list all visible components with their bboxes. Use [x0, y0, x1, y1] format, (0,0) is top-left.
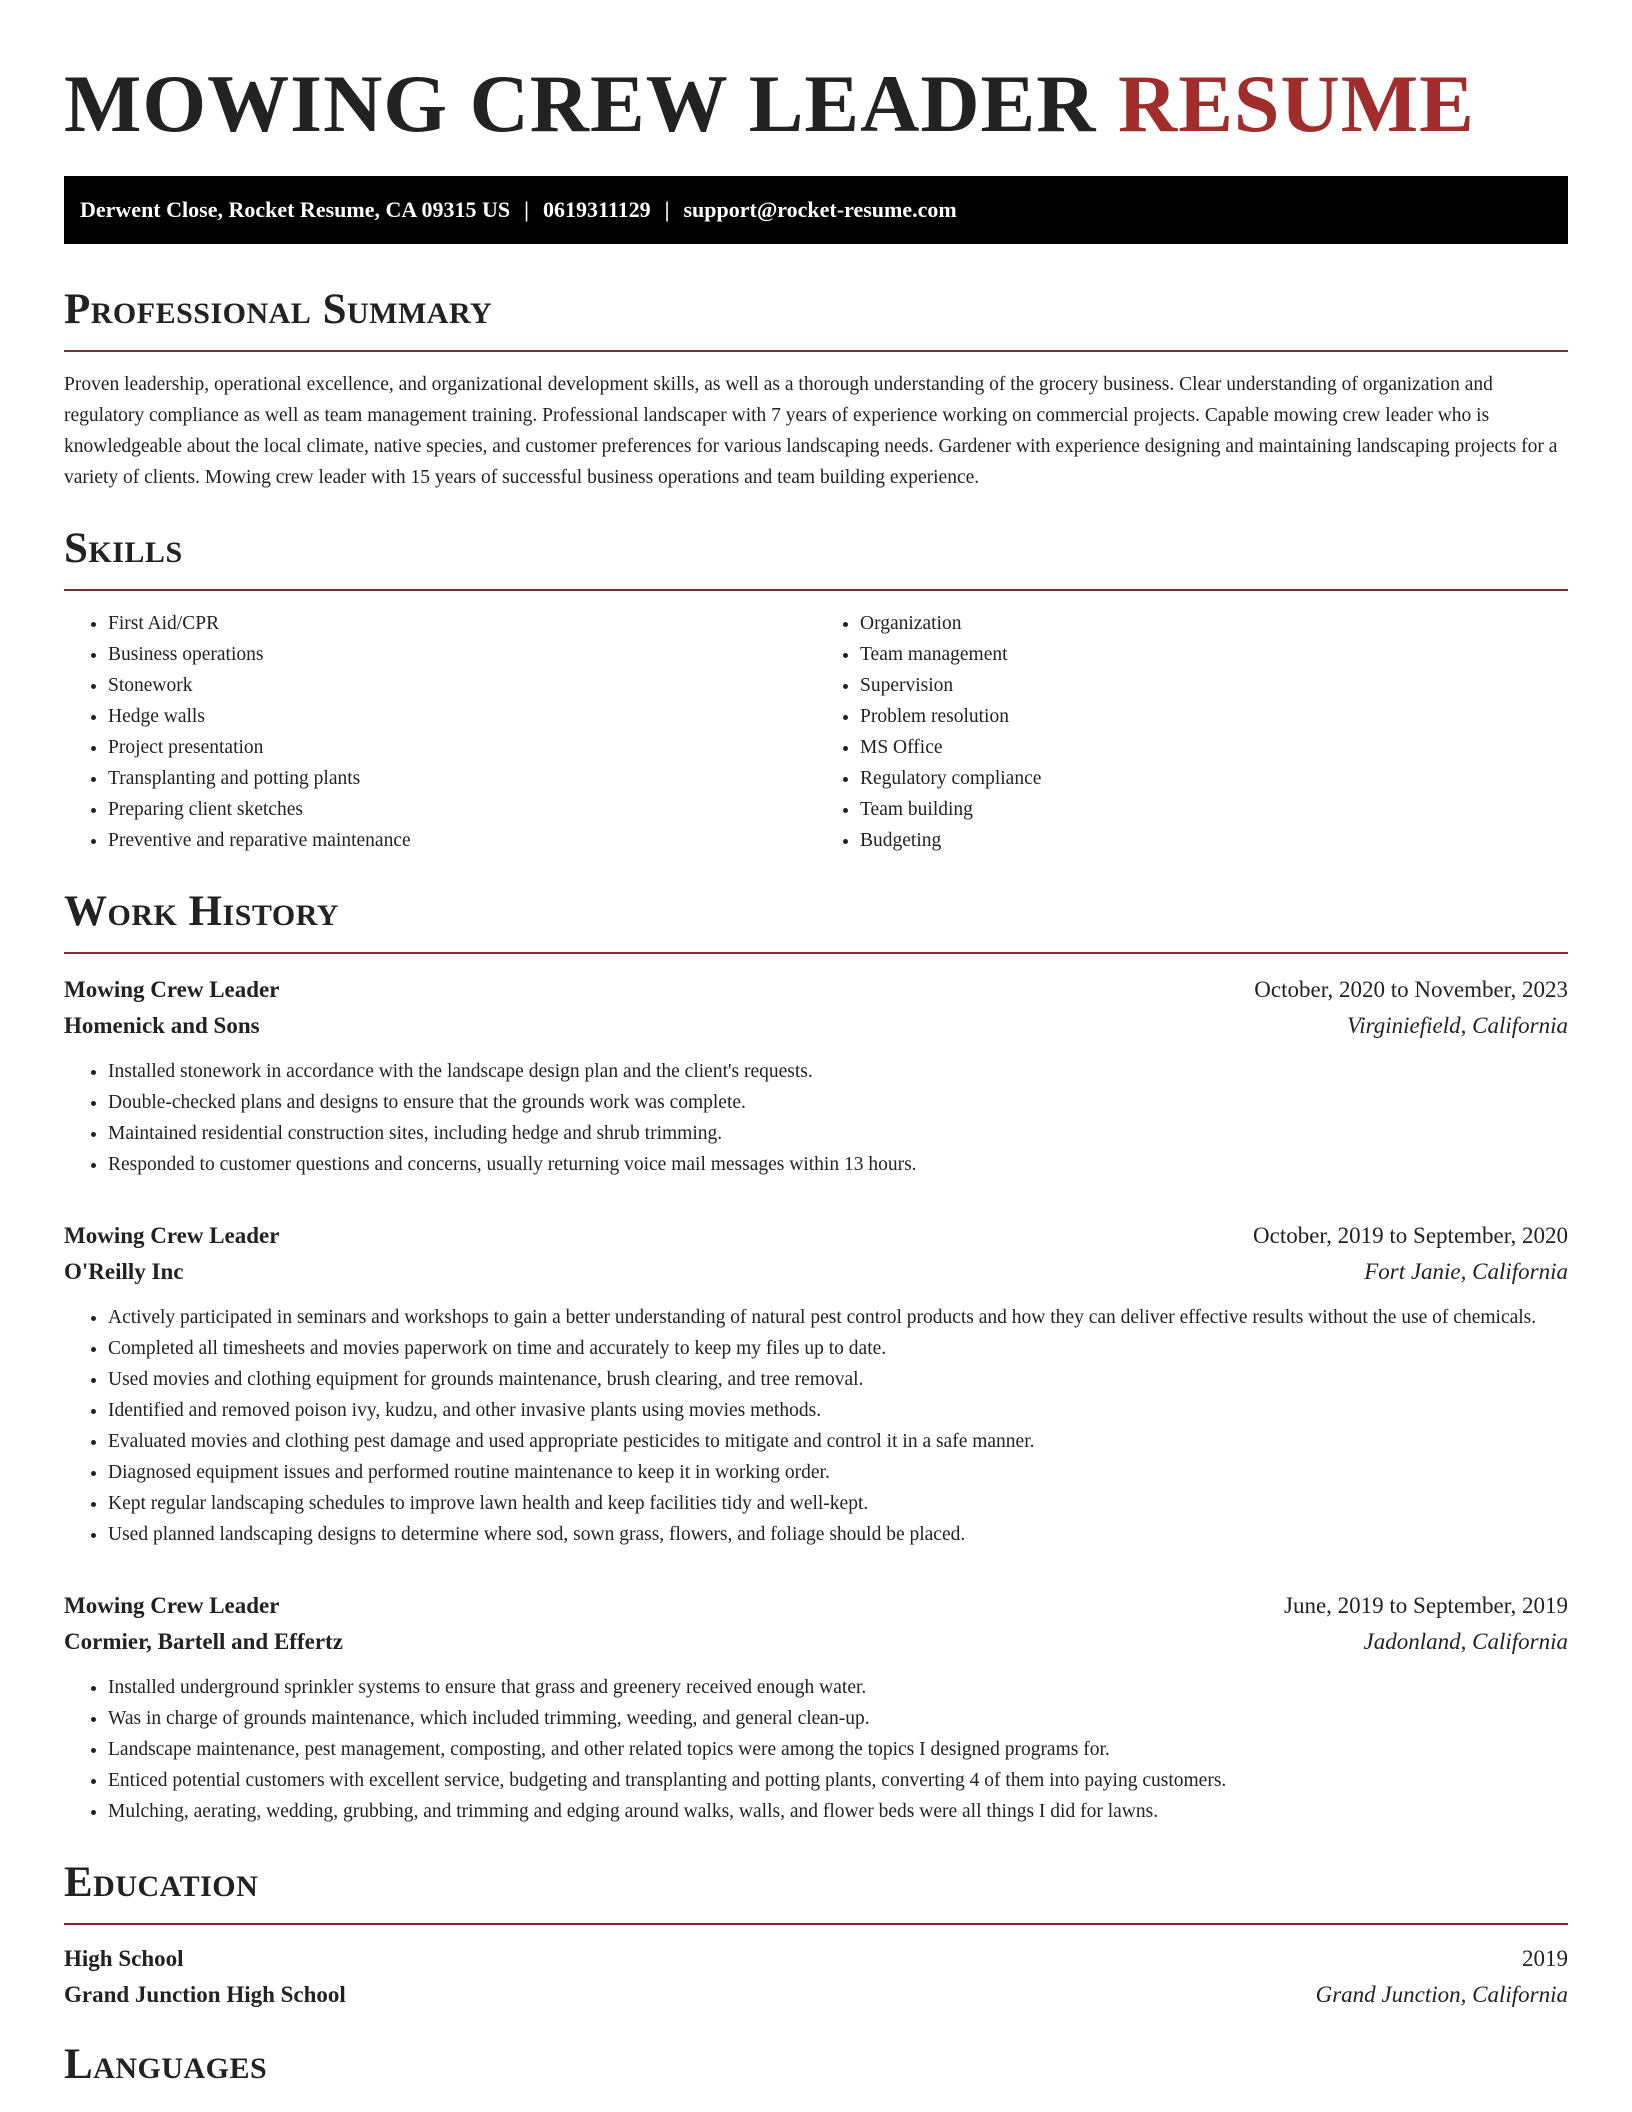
skill-item: • Problem resolution: [860, 701, 1568, 732]
skill-item: • Team building: [860, 794, 1568, 825]
job-bullet: • Installed underground sprinkler systems to ensure that grass and greenery received enough water.: [108, 1672, 1568, 1703]
summary-heading: Professional Summary: [64, 286, 493, 333]
section-divider: [64, 952, 1568, 954]
job-header-row: [64, 972, 1568, 1008]
job-location: Fort Janie, California: [1364, 1259, 1568, 1284]
skill-item: • Budgeting: [860, 825, 1568, 856]
job-bullets: [64, 1056, 1568, 1180]
contact-separator: |: [524, 197, 530, 222]
job-bullet: • Completed all timesheets and movies paperwork on time and accurately to keep my files up to date.: [108, 1333, 1568, 1364]
summary-text: Proven leadership, operational excellence, and organizational development skills, as well as a thorough understanding of the grocery business. Clear understanding of organization and regulatory compliance as well as team management training. Professional landscaper with 7 years of experience working on commercial projects. Capable mowing crew leader who is knowledgeable about the local climate, native species, and customer preferences for various landscaping needs. Gardener with experience designing and maintaining landscaping projects for a variety of clients. Mowing crew leader with 15 years of successful business operations and team building experience.: [64, 374, 1558, 488]
work-history-section: [64, 884, 1568, 1827]
section-divider: [64, 350, 1568, 352]
work-history-heading: Work History: [64, 888, 339, 935]
job-bullet: • Kept regular landscaping schedules to improve lawn health and keep facilities tidy and well-kept.: [108, 1488, 1568, 1519]
skill-item: • Preparing client sketches: [108, 794, 816, 825]
skills-list-left: [64, 608, 816, 856]
skill-item: • Organization: [860, 608, 1568, 639]
job-header-row: [64, 1218, 1568, 1254]
education-degree: High School: [64, 1946, 184, 1971]
job-bullet: • Landscape maintenance, pest management, composting, and other related topics were among the topics I designed programs for.: [108, 1734, 1568, 1765]
title-accent: RESUME: [1117, 58, 1475, 149]
skill-item: • MS Office: [860, 732, 1568, 763]
languages-section: [64, 2037, 1568, 2093]
education-school-row: [64, 1977, 1568, 2013]
job-entry: [64, 1588, 1568, 1827]
resume-title: [64, 0, 1568, 156]
job-bullet: • Identified and removed poison ivy, kudzu, and other invasive plants using movies methods.: [108, 1395, 1568, 1426]
skills-heading: Skills: [64, 525, 183, 572]
job-bullet: • Used planned landscaping designs to determine where sod, sown grass, flowers, and foliage should be placed.: [108, 1519, 1568, 1550]
job-bullets: [64, 1672, 1568, 1827]
job-company: O'Reilly Inc: [64, 1259, 184, 1284]
job-bullet: • Actively participated in seminars and workshops to gain a better understanding of natural pest control products and how they can deliver effective results without the use of chemicals.: [108, 1302, 1568, 1333]
education-location: Grand Junction, California: [1315, 1982, 1568, 2007]
education-school: Grand Junction High School: [64, 1982, 346, 2007]
education-year: 2019: [1522, 1946, 1568, 1971]
job-company: Homenick and Sons: [64, 1013, 260, 1038]
job-location: Virginiefield, California: [1346, 1013, 1568, 1038]
job-bullets: [64, 1302, 1568, 1550]
job-title: Mowing Crew Leader: [64, 1593, 280, 1618]
job-title: Mowing Crew Leader: [64, 1223, 280, 1248]
job-bullet: • Installed stonework in accordance with the landscape design plan and the client's requests.: [108, 1056, 1568, 1087]
education-section: [64, 1855, 1568, 2013]
skills-section: [64, 521, 1568, 856]
education-entry: [64, 1941, 1568, 2013]
job-entry: [64, 972, 1568, 1180]
contact-bar: [64, 176, 1568, 244]
job-dates: October, 2020 to November, 2023: [1254, 977, 1568, 1002]
job-bullet: • Was in charge of grounds maintenance, which included trimming, weeding, and general clean-up.: [108, 1703, 1568, 1734]
contact-separator: |: [664, 197, 670, 222]
job-location: Jadonland, California: [1363, 1629, 1568, 1654]
education-heading: Education: [64, 1859, 259, 1906]
education-header-row: [64, 1941, 1568, 1977]
job-bullet: • Maintained residential construction sites, including hedge and shrub trimming.: [108, 1118, 1568, 1149]
skill-item: • Business operations: [108, 639, 816, 670]
job-header-row: [64, 1588, 1568, 1624]
skill-item: • Supervision: [860, 670, 1568, 701]
skill-item: • Hedge walls: [108, 701, 816, 732]
skill-item: • Stonework: [108, 670, 816, 701]
job-bullet: • Responded to customer questions and concerns, usually returning voice mail messages within 13 hours.: [108, 1149, 1568, 1180]
job-dates: June, 2019 to September, 2019: [1284, 1593, 1568, 1618]
job-entry: [64, 1218, 1568, 1550]
contact-email: support@rocket-resume.com: [683, 197, 957, 222]
job-bullet: • Evaluated movies and clothing pest damage and used appropriate pesticides to mitigate and control it in a safe manner.: [108, 1426, 1568, 1457]
skill-item: • Team management: [860, 639, 1568, 670]
resume-page: [64, 0, 1568, 2093]
section-divider: [64, 589, 1568, 591]
skill-item: • Regulatory compliance: [860, 763, 1568, 794]
job-company-row: [64, 1624, 1568, 1660]
summary-section: [64, 282, 1568, 493]
contact-address: Derwent Close, Rocket Resume, CA 09315 US: [80, 197, 511, 222]
job-company: Cormier, Bartell and Effertz: [64, 1629, 343, 1654]
skill-item: • First Aid/CPR: [108, 608, 816, 639]
job-bullet: • Mulching, aerating, wedding, grubbing, and trimming and edging around walks, walls, and flower beds were all things I did for lawns.: [108, 1796, 1568, 1827]
job-bullet: • Diagnosed equipment issues and performed routine maintenance to keep it in working order.: [108, 1457, 1568, 1488]
job-bullet: • Used movies and clothing equipment for grounds maintenance, brush clearing, and tree removal.: [108, 1364, 1568, 1395]
skill-item: • Preventive and reparative maintenance: [108, 825, 816, 856]
job-title: Mowing Crew Leader: [64, 977, 280, 1002]
job-bullet: • Double-checked plans and designs to ensure that the grounds work was complete.: [108, 1087, 1568, 1118]
job-company-row: [64, 1254, 1568, 1290]
skill-item: • Transplanting and potting plants: [108, 763, 816, 794]
skills-list-right: [816, 608, 1568, 856]
skills-columns: [64, 608, 1568, 856]
title-main: MOWING CREW LEADER: [64, 58, 1097, 149]
job-company-row: [64, 1008, 1568, 1044]
job-dates: October, 2019 to September, 2020: [1253, 1223, 1568, 1248]
languages-heading: Languages: [64, 2041, 268, 2088]
section-divider: [64, 1923, 1568, 1925]
contact-phone: 0619311129: [543, 197, 651, 222]
job-bullet: • Enticed potential customers with excellent service, budgeting and transplanting and potting plants, converting 4 of them into paying customers.: [108, 1765, 1568, 1796]
skill-item: • Project presentation: [108, 732, 816, 763]
